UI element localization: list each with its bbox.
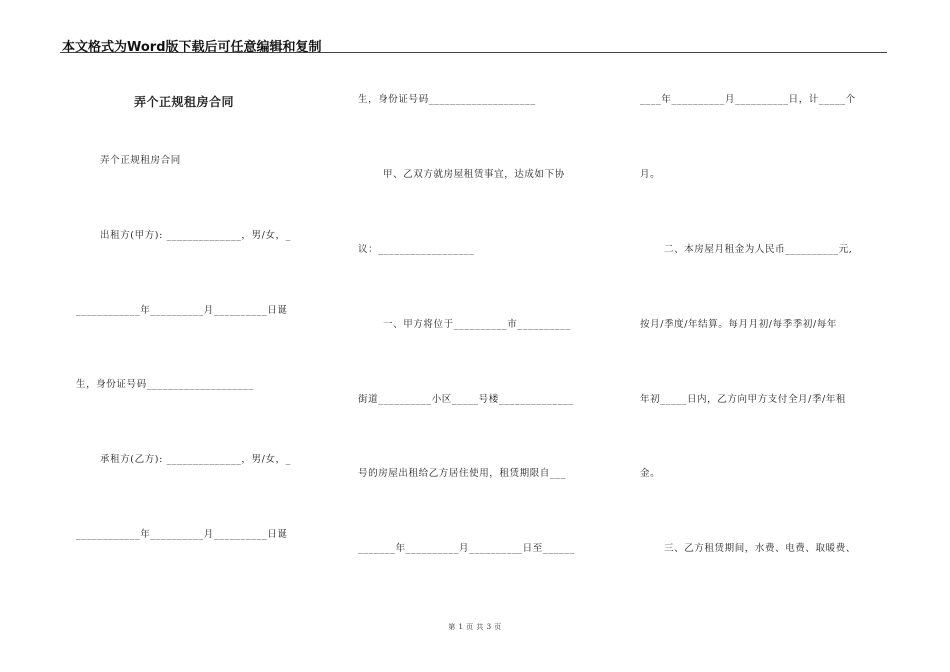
- paragraph-line: 弄个正规租房合同: [100, 155, 181, 166]
- paragraph-line: 生，身份证号码____________________: [358, 94, 536, 105]
- paragraph-line: ____________年__________月__________日诞: [76, 529, 288, 540]
- paragraph-line: 二、本房屋月租金为人民币__________元,: [664, 244, 853, 255]
- page-number: 第 1 页 共 3 页: [448, 623, 502, 631]
- paragraph-line: ____________年__________月__________日诞: [76, 305, 288, 316]
- paragraph-line: 街道__________小区_____号楼______________: [358, 394, 574, 405]
- paragraph-line: 议：__________________: [358, 244, 475, 255]
- document-header: 本文格式为Word版下载后可任意编辑和复制: [62, 40, 322, 55]
- paragraph-line: 一、甲方将位于__________市__________: [383, 319, 571, 330]
- header-divider: [60, 52, 887, 53]
- paragraph-line: 年初_____日内，乙方向甲方支付全月/季/年租: [640, 394, 847, 405]
- paragraph-line: 号的房屋出租给乙方居住使用，租赁期限自___: [358, 468, 566, 479]
- paragraph-line: 生，身份证号码____________________: [76, 379, 254, 390]
- document-title: 弄个正规租房合同: [134, 95, 235, 109]
- paragraph-line: 按月/季度/年结算。每月月初/每季季初/每年: [640, 319, 838, 330]
- paragraph-line: _______年__________月__________日至______: [358, 543, 575, 554]
- paragraph-line: ____年__________月__________日，计_____个: [640, 94, 856, 105]
- paragraph-line: 月。: [640, 169, 661, 180]
- paragraph-line: 三、乙方租赁期间，水费、电费、取暖费、: [664, 543, 856, 554]
- paragraph-line: 承租方(乙方): ______________，男/女，_: [100, 454, 291, 465]
- paragraph-line: 出租方(甲方): ______________，男/女，_: [100, 230, 291, 241]
- paragraph-line: 金。: [640, 468, 661, 479]
- paragraph-line: 甲、乙双方就房屋租赁事宜，达成如下协: [383, 169, 565, 180]
